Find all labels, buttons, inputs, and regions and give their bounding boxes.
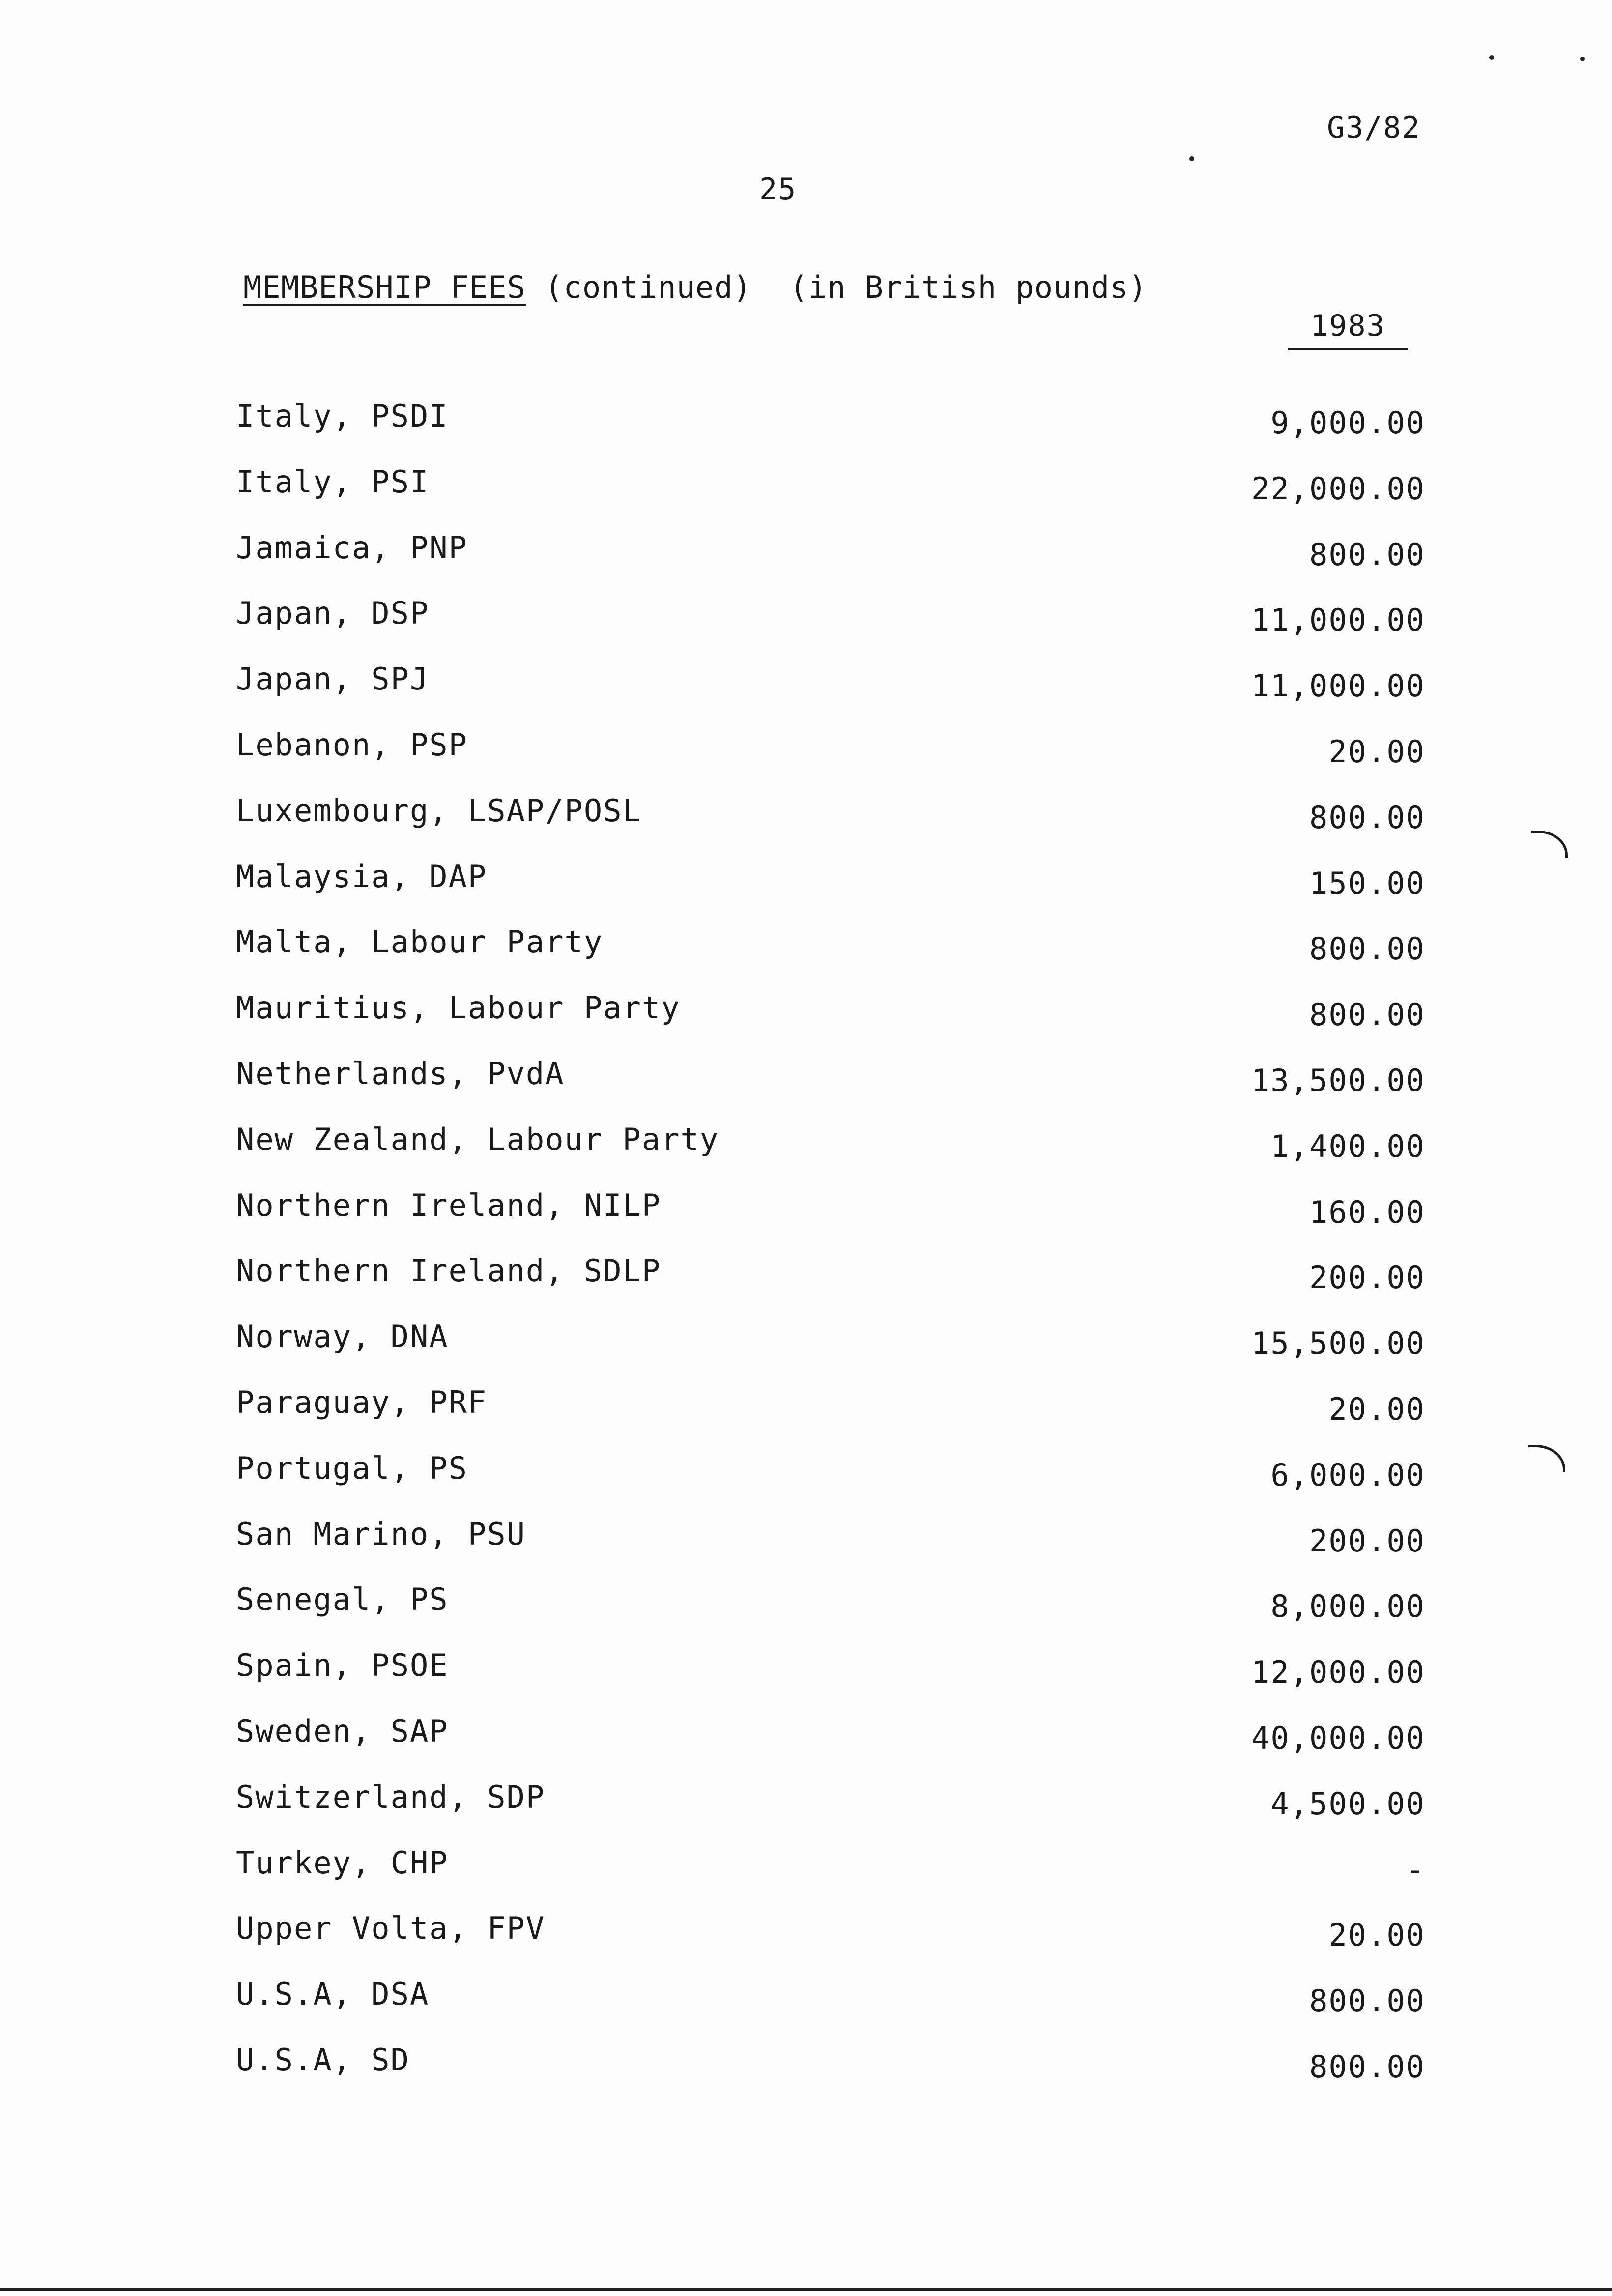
- party-name: Jamaica, PNP: [236, 529, 468, 566]
- party-name: Japan, SPJ: [236, 661, 430, 697]
- table-row: [236, 1450, 1425, 1516]
- party-name: Lebanon, PSP: [236, 726, 468, 763]
- fee-amount: 20.00: [1328, 1391, 1425, 1427]
- fee-amount: 160.00: [1309, 1194, 1425, 1230]
- section-heading: [243, 269, 1148, 305]
- binder-mark: [1528, 1445, 1565, 1472]
- party-name: Luxembourg, LSAP/POSL: [236, 792, 642, 829]
- party-name: Spain, PSOE: [236, 1647, 449, 1684]
- party-name: Paraguay, PRF: [236, 1384, 488, 1420]
- fee-amount: 20.00: [1328, 733, 1425, 770]
- party-name: Senegal, PS: [236, 1581, 449, 1618]
- fee-amount: 800.00: [1309, 536, 1425, 573]
- fee-amount: 800.00: [1309, 799, 1425, 835]
- table-row: [236, 595, 1425, 661]
- table-row: [236, 793, 1425, 859]
- fee-amount: 4,500.00: [1270, 1785, 1425, 1822]
- party-name: Northern Ireland, NILP: [236, 1187, 662, 1223]
- table-row: [236, 1845, 1425, 1911]
- table-row: [236, 464, 1425, 530]
- table-row: [236, 1779, 1425, 1845]
- table-row: [236, 990, 1425, 1056]
- party-name: Switzerland, SDP: [236, 1779, 546, 1815]
- party-name: Mauritius, Labour Party: [236, 990, 681, 1026]
- binder-mark: [1531, 831, 1568, 858]
- party-name: Italy, PSI: [236, 463, 430, 500]
- fee-amount: 15,500.00: [1251, 1325, 1425, 1362]
- fee-amount: 800.00: [1309, 2048, 1425, 2085]
- heading-title: MEMBERSHIP FEES: [243, 269, 526, 305]
- fee-amount: 13,500.00: [1251, 1062, 1425, 1098]
- fee-amount: 6,000.00: [1270, 1457, 1425, 1493]
- party-name: San Marino, PSU: [236, 1516, 526, 1552]
- table-row: [236, 727, 1425, 793]
- fee-amount: 1,400.00: [1270, 1128, 1425, 1164]
- page-bottom-edge: [0, 2288, 1612, 2291]
- party-name: Norway, DNA: [236, 1319, 449, 1355]
- party-name: Portugal, PS: [236, 1450, 468, 1486]
- party-name: Japan, DSP: [236, 595, 430, 631]
- party-name: Italy, PSDI: [236, 398, 449, 434]
- scan-speck: [1189, 156, 1194, 161]
- table-row: [236, 859, 1425, 924]
- table-row: [236, 661, 1425, 727]
- party-name: New Zealand, Labour Party: [236, 1121, 720, 1157]
- table-row: [236, 1187, 1425, 1253]
- fee-table: [236, 398, 1425, 2108]
- table-row: [236, 1121, 1425, 1187]
- fee-amount: 12,000.00: [1251, 1654, 1425, 1691]
- fee-amount: 800.00: [1309, 1983, 1425, 2019]
- document-reference: G3/82: [1327, 111, 1421, 145]
- party-name: Netherlands, PvdA: [236, 1055, 565, 1091]
- party-name: Sweden, SAP: [236, 1713, 449, 1749]
- scan-speck: [1489, 55, 1494, 60]
- fee-amount: 11,000.00: [1251, 668, 1425, 704]
- table-row: [236, 1910, 1425, 1976]
- party-name: Malta, Labour Party: [236, 924, 604, 960]
- table-row: [236, 1384, 1425, 1450]
- fee-amount: 800.00: [1309, 931, 1425, 967]
- fee-amount: 40,000.00: [1251, 1720, 1425, 1756]
- fee-amount: 200.00: [1309, 1522, 1425, 1559]
- party-name: U.S.A, SD: [236, 2041, 410, 2078]
- heading-qualifier: (continued) (in British pounds): [525, 269, 1148, 305]
- fee-amount: 22,000.00: [1251, 470, 1425, 507]
- table-row: [236, 530, 1425, 596]
- scan-speck: [1580, 57, 1585, 61]
- table-row: [236, 1319, 1425, 1384]
- table-row: [236, 924, 1425, 990]
- table-row: [236, 1713, 1425, 1779]
- fee-amount: 20.00: [1328, 1917, 1425, 1953]
- fee-amount: 200.00: [1309, 1260, 1425, 1296]
- fee-amount: 8,000.00: [1270, 1588, 1425, 1625]
- party-name: U.S.A, DSA: [236, 1976, 430, 2012]
- table-row: [236, 1056, 1425, 1121]
- fee-amount: 150.00: [1309, 865, 1425, 901]
- table-row: [236, 1647, 1425, 1713]
- table-row: [236, 1581, 1425, 1647]
- column-header-year: 1983: [1288, 309, 1408, 350]
- table-row: [236, 1976, 1425, 2042]
- table-row: [236, 398, 1425, 464]
- table-row: [236, 2042, 1425, 2108]
- party-name: Turkey, CHP: [236, 1844, 449, 1881]
- party-name: Northern Ireland, SDLP: [236, 1253, 662, 1289]
- fee-amount: 11,000.00: [1251, 602, 1425, 638]
- table-row: [236, 1253, 1425, 1319]
- party-name: Malaysia, DAP: [236, 858, 488, 894]
- fee-amount: 9,000.00: [1270, 405, 1425, 441]
- table-row: [236, 1516, 1425, 1582]
- fee-amount: 800.00: [1309, 997, 1425, 1033]
- page-number: 25: [759, 172, 797, 206]
- party-name: Upper Volta, FPV: [236, 1910, 546, 1947]
- fee-amount: -: [1406, 1851, 1425, 1888]
